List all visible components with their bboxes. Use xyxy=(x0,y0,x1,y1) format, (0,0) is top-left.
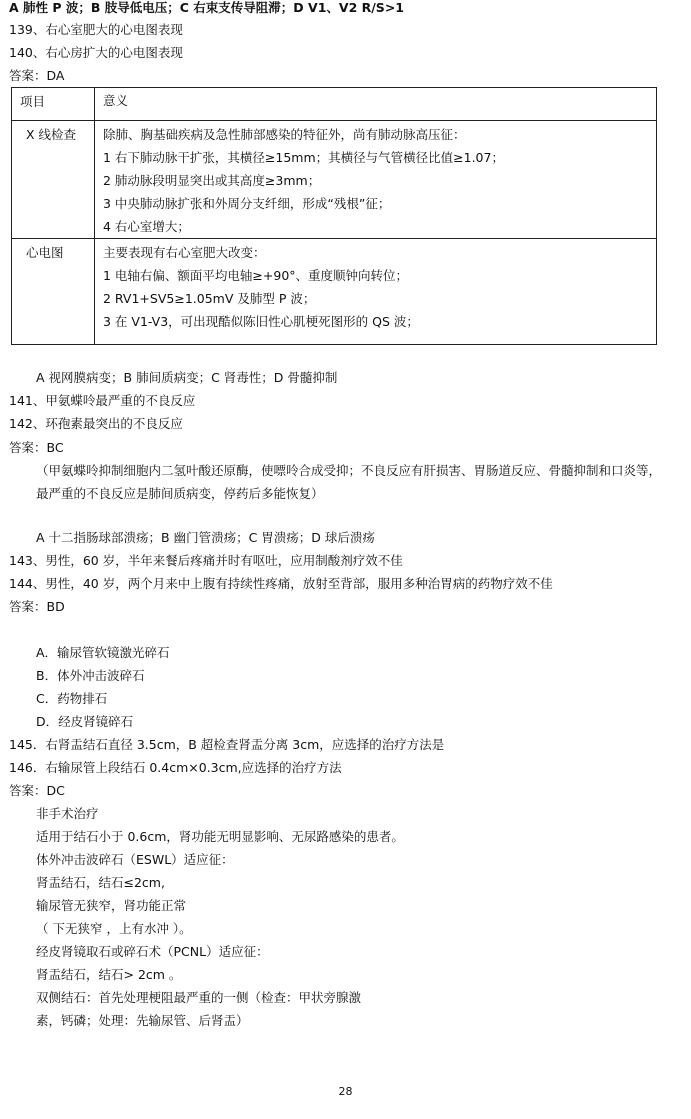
table-cell-line: 2 RV1+SV5≥1.05mV 及肺型 P 波； xyxy=(103,291,316,306)
table-row xyxy=(12,239,657,345)
table-cell-line: 1 电轴右偏、额面平均电轴≥+90°、重度顺钟向转位； xyxy=(103,268,409,283)
text-line: 最严重的不良反应是肺间质病变，停药后多能恢复） xyxy=(36,486,324,501)
text-line: 145．右肾盂结石直径 3.5cm，B 超检查肾盂分离 3cm，应选择的治疗方法是 xyxy=(9,737,445,752)
table-cell-line: 除肺、胸基础疾病及急性肺部感染的特征外，尚有肺动脉高压征： xyxy=(103,127,466,142)
text-line: D．经皮肾镜碎石 xyxy=(36,714,134,729)
text-line: A 视网膜病变；B 肺间质病变；C 肾毒性；D 骨髓抑制 xyxy=(36,370,338,385)
text-line: 输尿管无狭窄，肾功能正常 xyxy=(36,898,187,913)
text-line: 146．右输尿管上段结石 0.4cm×0.3cm,应选择的治疗方法 xyxy=(9,760,342,775)
text-line: C．药物排石 xyxy=(36,691,108,706)
table-row-value xyxy=(95,239,657,345)
text-line: A 十二指肠球部溃疡；B 幽门管溃疡；C 胃溃疡；D 球后溃疡 xyxy=(36,530,375,545)
table-cell-line: 3 在 V1-V3，可出现酷似陈旧性心肌梗死图形的 QS 波； xyxy=(103,314,419,329)
text-line: 139、右心室肥大的心电图表现 xyxy=(9,22,183,37)
text-line: 经皮肾镜取石或碎石术（PCNL）适应征： xyxy=(36,944,269,959)
text-line: 非手术治疗 xyxy=(36,806,99,821)
table-row-value xyxy=(95,121,657,239)
knowledge-table xyxy=(11,87,657,345)
table-cell-line: 1 右下肺动脉干扩张，其横径≥15mm；其横径与气管横径比值≥1.07； xyxy=(103,150,504,165)
table-row xyxy=(12,121,657,239)
text-line: 答案：DA xyxy=(9,68,65,83)
text-line: B．体外冲击波碎石 xyxy=(36,668,145,683)
text-line: （甲氨蝶呤抑制细胞内二氢叶酸还原酶，使嘌呤合成受抑；不良反应有肝损害、胃肠道反应、骨髓抑制和口炎等， xyxy=(36,463,662,478)
text-line: 141、甲氨蝶呤最严重的不良反应 xyxy=(9,393,196,408)
text-line: 142、环孢素最突出的不良反应 xyxy=(9,416,183,431)
table-row-key: X 线检查 xyxy=(12,121,95,239)
table-cell-line: 主要表现有右心室肥大改变： xyxy=(103,245,266,260)
text-line: A 肺性 P 波；B 肢导低电压；C 右束支传导阻滞；D V1、V2 R/S>1 xyxy=(9,0,404,15)
table-cell-line: 3 中央肺动脉扩张和外周分支纤细，形成“残根”征； xyxy=(103,196,391,211)
text-line: 适用于结石小于 0.6cm，肾功能无明显影响、无尿路感染的患者。 xyxy=(36,829,404,844)
text-line: 答案：DC xyxy=(9,783,65,798)
text-line: 体外冲击波碎石（ESWL）适应征： xyxy=(36,852,234,867)
text-line: 144、男性，40 岁，两个月来中上腹有持续性疼痛，放射至背部，服用多种治胃病的药物疗效不佳 xyxy=(9,576,553,591)
text-line: 答案：BC xyxy=(9,440,64,455)
table-header-value: 意义 xyxy=(95,88,657,121)
page-number: 28 xyxy=(338,1085,353,1098)
text-line: 肾盂结石，结石≤2cm, xyxy=(36,875,165,890)
text-line: 143、男性，60 岁，半年来餐后疼痛并时有呕吐，应用制酸剂疗效不佳 xyxy=(9,553,403,568)
text-line: 素，钙磷；处理：先输尿管、后肾盂） xyxy=(36,1013,249,1028)
text-line: 肾盂结石，结石> 2cm 。 xyxy=(36,967,182,982)
table-cell-line: 2 肺动脉段明显突出或其高度≥3mm； xyxy=(103,173,321,188)
table-cell-line: 4 右心室增大； xyxy=(103,219,190,234)
text-line: 双侧结石：首先处理梗阻最严重的一侧（检查：甲状旁腺激 xyxy=(36,990,362,1005)
table-row-key: 心电图 xyxy=(12,239,95,345)
text-line: 答案：BD xyxy=(9,599,65,614)
table-header-key: 项目 xyxy=(12,88,95,121)
text-line: 140、右心房扩大的心电图表现 xyxy=(9,45,183,60)
text-line: （ 下无狭窄 ，上有水冲 ）。 xyxy=(36,921,192,936)
text-line: A．输尿管软镜激光碎石 xyxy=(36,645,170,660)
table-header-row xyxy=(12,88,657,121)
